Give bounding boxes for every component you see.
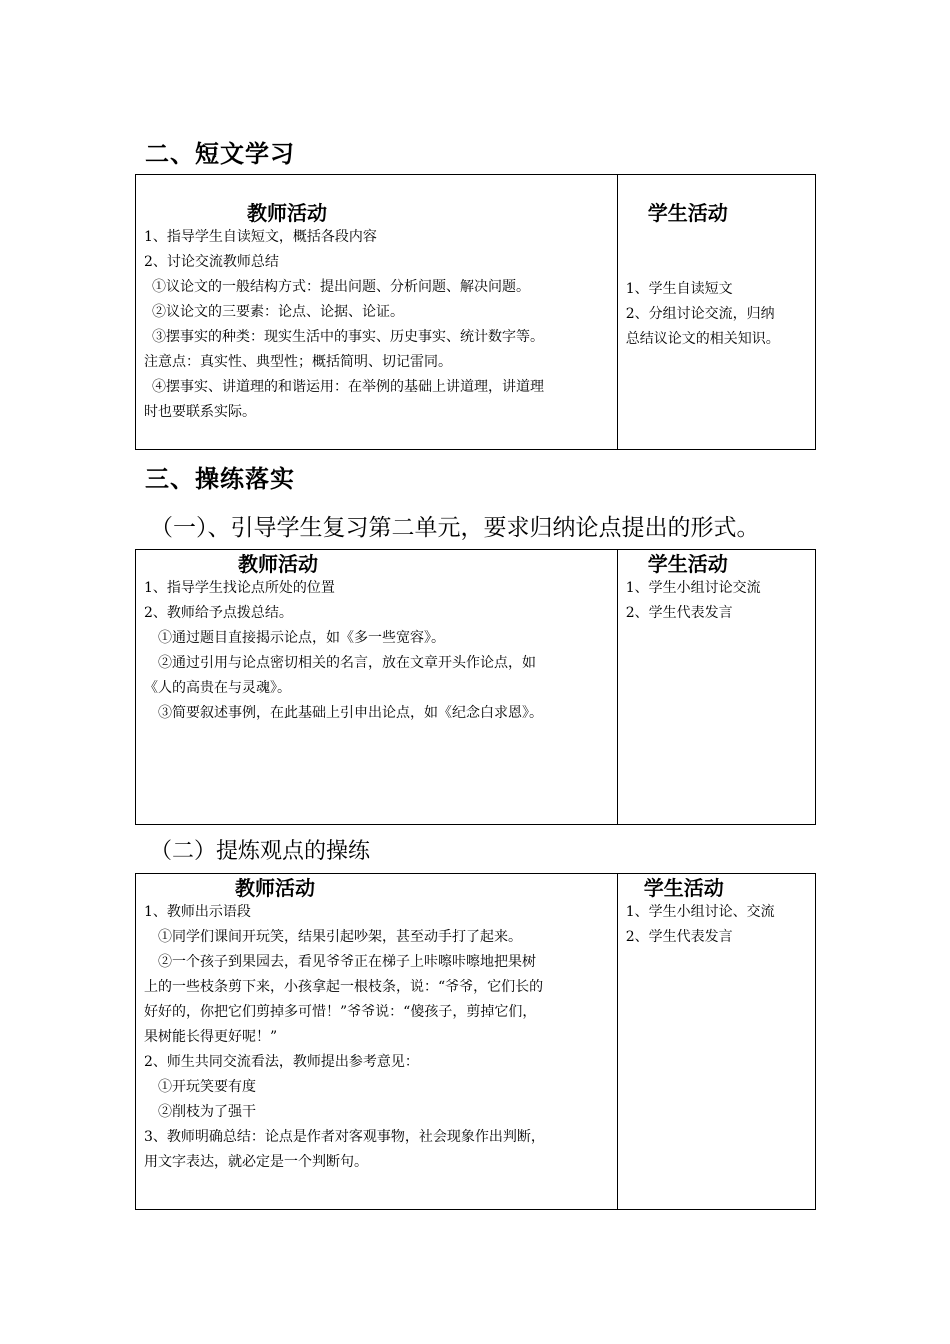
student-line: 2、分组讨论交流，归纳 [625, 306, 775, 322]
section-heading-practice: 三、操练落实 [145, 465, 295, 493]
teacher-line: ③摆事实的种类：现实生活中的事实、历史事实、统计数字等。 [152, 329, 544, 345]
section-heading-short-text-study: 二、短文学习 [145, 140, 295, 168]
teacher-line: ②通过引用与论点密切相关的名言，放在文章开头作论点，如 [158, 655, 536, 671]
student-activity-header: 学生活动 [643, 876, 724, 900]
teacher-line: ③简要叙述事例，在此基础上引申出论点，如《纪念白求恩》。 [158, 705, 543, 721]
part1-title: （一）、引导学生复习第二单元，要求归纳论点提出的形式。 [150, 515, 760, 541]
teacher-line: ④摆事实、讲道理的和谐运用：在举例的基础上讲道理，讲道理 [152, 379, 544, 395]
teacher-line: 2、师生共同交流看法，教师提出参考意见： [144, 1054, 419, 1070]
teacher-line: 时也要联系实际。 [144, 404, 256, 420]
teacher-line: 上的一些枝条剪下来，小孩拿起一根枝条，说：“爷爷，它们长的 [144, 979, 544, 995]
teacher-line: 2、教师给予点拨总结。 [144, 605, 293, 621]
student-line: 1、学生自读短文 [625, 281, 733, 297]
teacher-line: 注意点：真实性、典型性；概括简明、切记雷同。 [144, 354, 452, 370]
student-line: 总结议论文的相关知识。 [625, 331, 780, 347]
teacher-line: 3、教师明确总结：论点是作者对客观事物，社会现象作出判断， [144, 1129, 545, 1145]
student-line: 2、学生代表发言 [625, 605, 733, 621]
teacher-activity-header: 教师活动 [247, 201, 327, 225]
teacher-line: 用文字表达，就必定是一个判断句。 [144, 1154, 368, 1170]
teacher-line: ②一个孩子到果园去，看见爷爷正在梯子上咔嚓咔嚓地把果树 [158, 954, 536, 970]
teacher-line: ①议论文的一般结构方式：提出问题、分析问题、解决问题。 [152, 279, 530, 295]
teacher-activity-header: 教师活动 [235, 876, 315, 900]
teacher-line: ②议论文的三要素：论点、论据、论证。 [152, 304, 404, 320]
activity-table-short-text [135, 174, 816, 450]
teacher-activity-cell [136, 550, 618, 825]
activity-table-part1 [135, 549, 816, 825]
teacher-line: 《人的高贵在与灵魂》。 [144, 680, 291, 696]
teacher-line: 1、教师出示语段 [144, 904, 251, 920]
student-activity-cell [617, 175, 815, 450]
teacher-activity-header: 教师活动 [238, 552, 318, 576]
teacher-activity-cell [136, 175, 618, 450]
student-activity-cell [617, 550, 815, 825]
teacher-line: 1、指导学生自读短文，概括各段内容 [144, 229, 377, 245]
student-activity-header: 学生活动 [647, 201, 728, 225]
teacher-line: ①同学们课间开玩笑，结果引起吵架，甚至动手打了起来。 [158, 929, 522, 945]
student-line: 1、学生小组讨论交流 [625, 580, 761, 596]
activity-table-part2 [135, 873, 816, 1210]
student-activity-header: 学生活动 [647, 552, 728, 576]
teacher-line: 2、讨论交流教师总结 [144, 254, 279, 270]
teacher-line: 果树能长得更好呢！” [144, 1029, 278, 1045]
teacher-line: 1、指导学生找论点所处的位置 [144, 580, 335, 596]
teacher-activity-cell [136, 874, 618, 1210]
student-line: 1、学生小组讨论、交流 [625, 904, 775, 920]
student-activity-cell [617, 874, 815, 1210]
student-line: 2、学生代表发言 [625, 929, 733, 945]
teacher-line: ②削枝为了强干 [158, 1104, 256, 1120]
teacher-line: 好好的，你把它们剪掉多可惜！”爷爷说：“傻孩子，剪掉它们， [144, 1004, 537, 1020]
teacher-line: ①通过题目直接揭示论点，如《多一些宽容》。 [158, 630, 445, 646]
part2-title: （二）提炼观点的操练 [150, 839, 371, 864]
teacher-line: ①开玩笑要有度 [158, 1079, 256, 1095]
